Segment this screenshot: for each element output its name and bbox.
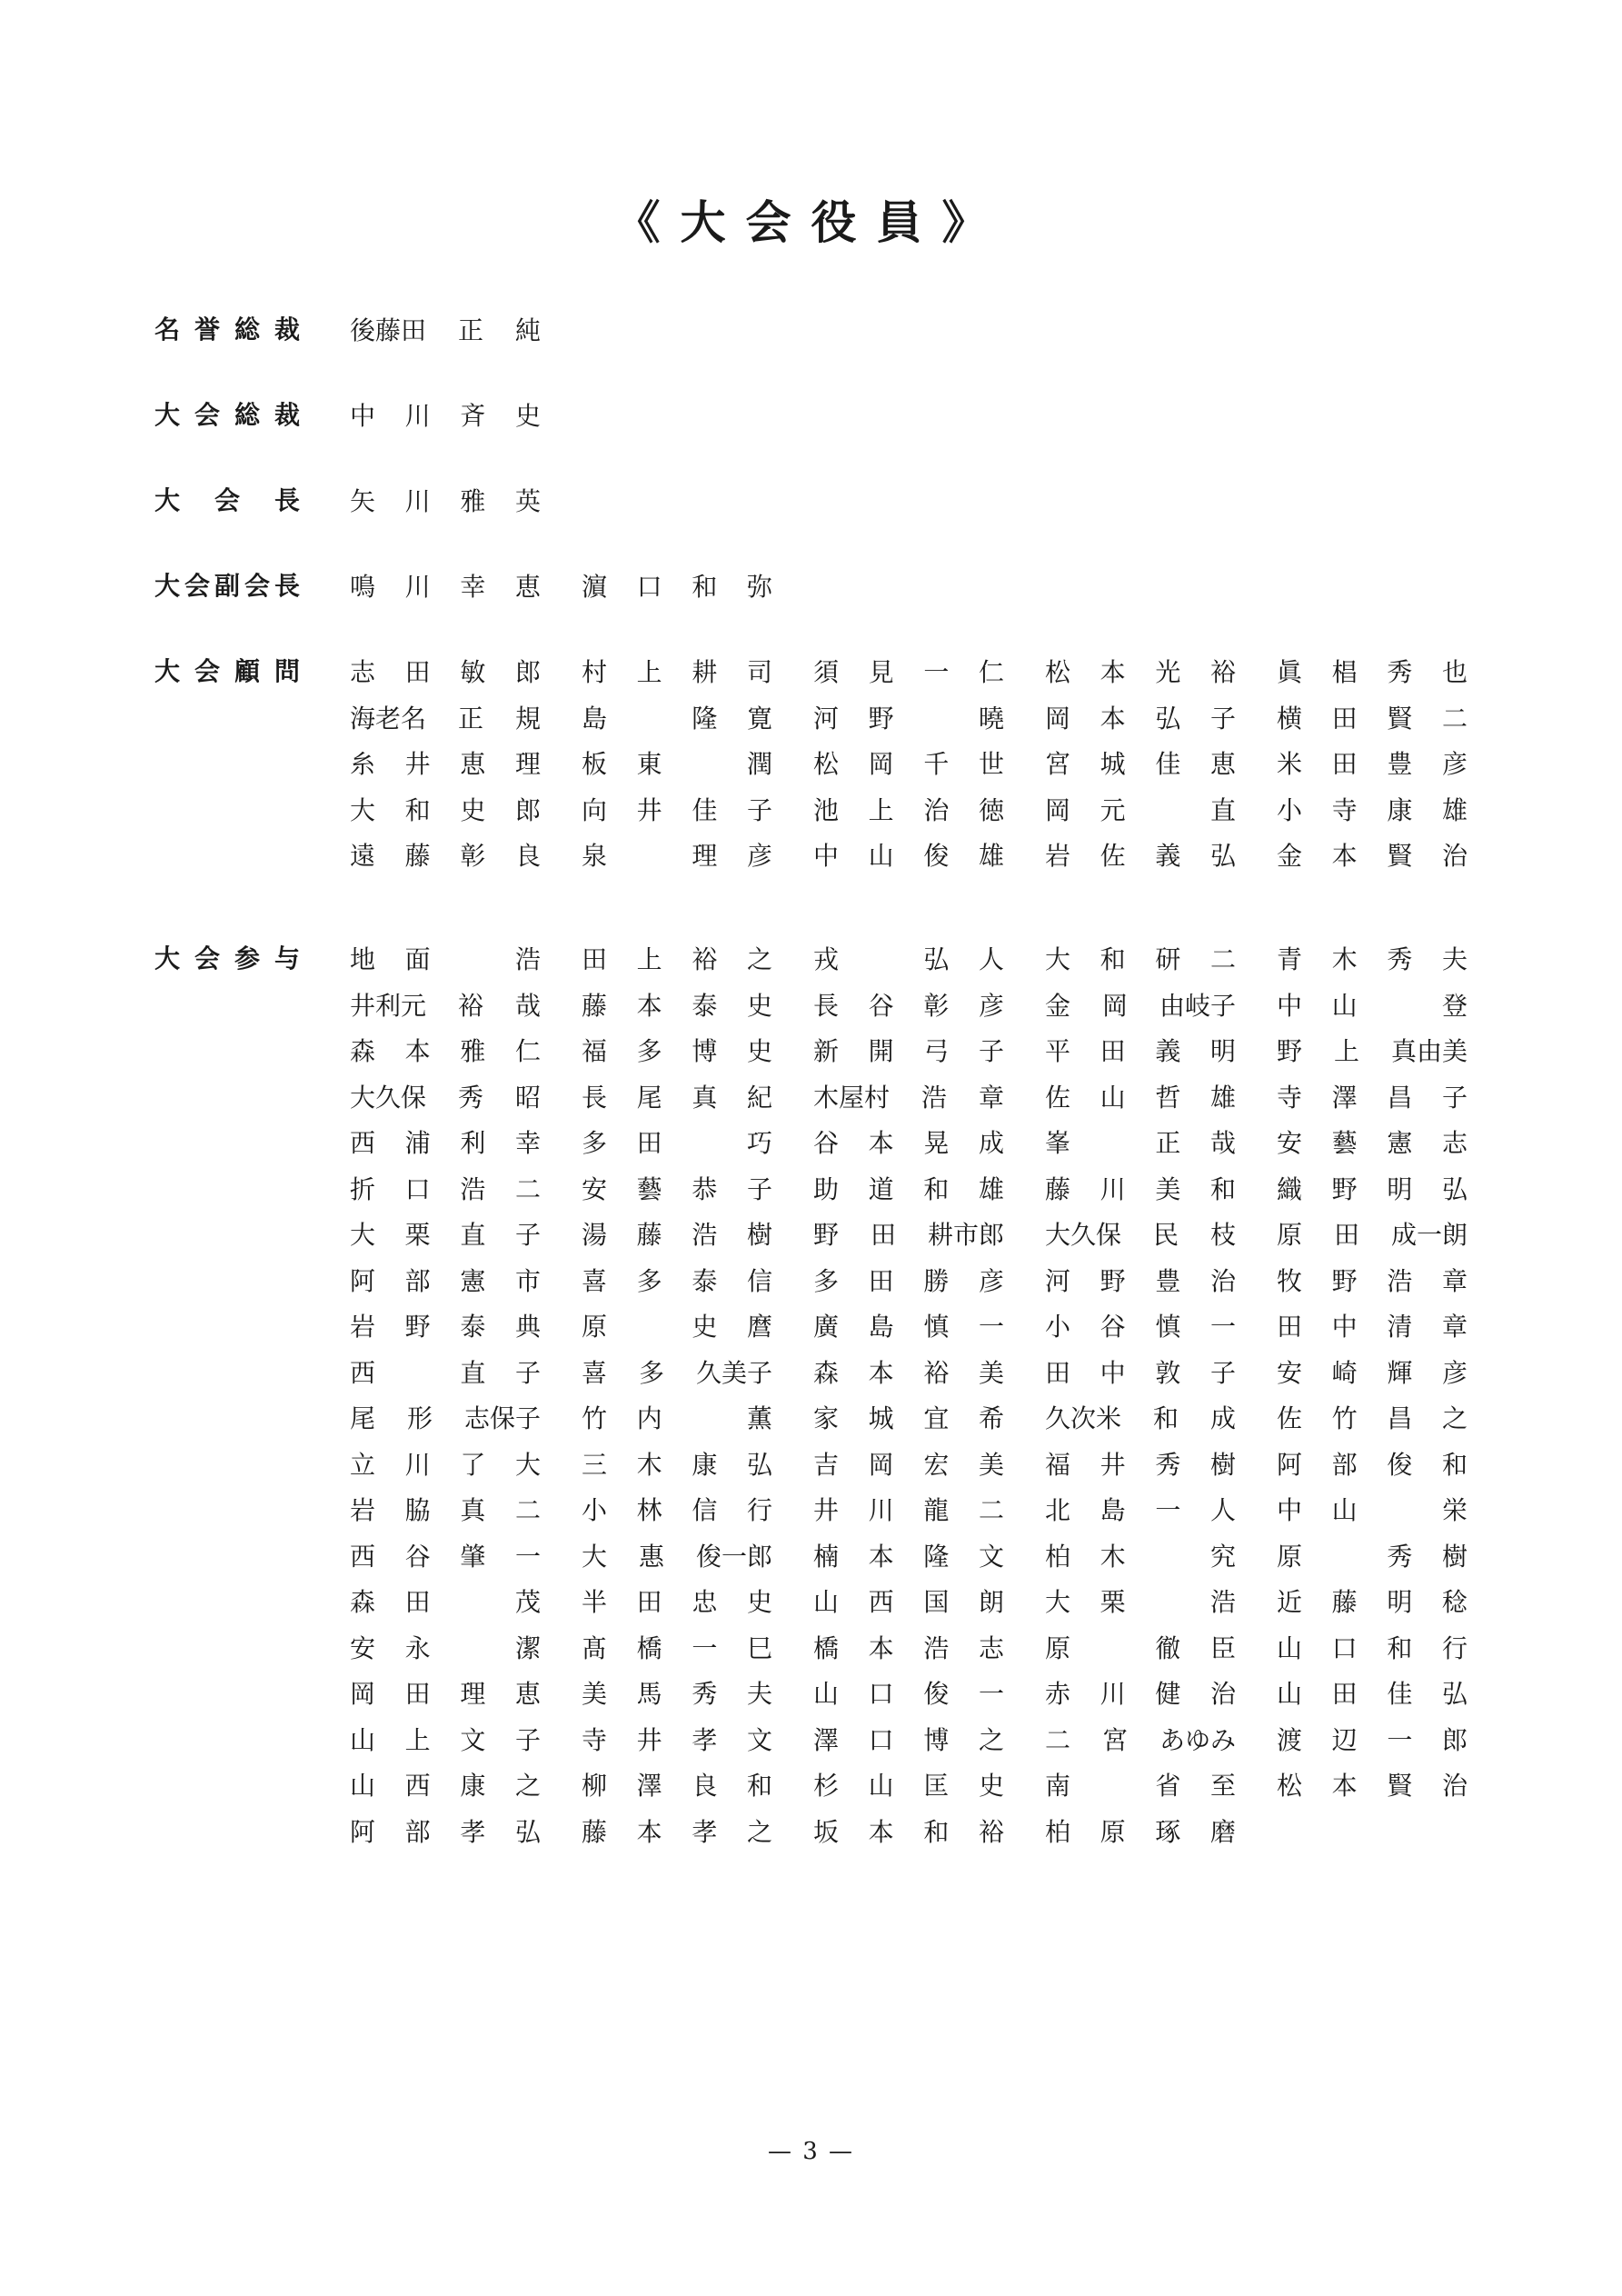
person-name: 池 上 治 徳	[813, 794, 1004, 825]
person-name: 中 山 登	[1277, 990, 1468, 1021]
person-name: 平 田 義 明	[1045, 1036, 1236, 1066]
person-name: 志 田 敏 郎	[350, 657, 541, 687]
person-name: 原 史 麿	[582, 1312, 772, 1342]
person-name: 寺 澤 昌 子	[1277, 1082, 1468, 1113]
person-name: 青 木 秀 夫	[1277, 944, 1468, 974]
person-name: 多 田 勝 彦	[813, 1265, 1004, 1296]
person-name: 阿 部 孝 弘	[350, 1816, 541, 1847]
person-name: 糸 井 恵 理	[350, 749, 541, 779]
person-name: 山 口 俊 一	[813, 1679, 1004, 1709]
person-name: 横 田 賢 二	[1277, 703, 1468, 734]
person-name: 安 藝 憲 志	[1277, 1128, 1468, 1158]
person-name: 楠 本 隆 文	[813, 1541, 1004, 1572]
person-name: 西 谷 肇 一	[350, 1541, 541, 1572]
person-name: 原 田 成一朗	[1277, 1220, 1468, 1250]
person-name: 髙 橋 一 巳	[582, 1632, 772, 1663]
person-name: 小 谷 慎 一	[1045, 1312, 1236, 1342]
person-name: 遠 藤 彰 良	[350, 841, 541, 871]
person-name: 柳 澤 良 和	[582, 1771, 772, 1801]
person-name: 三 木 康 弘	[582, 1449, 772, 1480]
person-name: 廣 島 慎 一	[813, 1312, 1004, 1342]
person-name: 中 山 俊 雄	[813, 841, 1004, 871]
section-label: 名 誉 総 裁	[154, 314, 300, 344]
person-name: 藤 本 泰 史	[582, 990, 772, 1021]
person-name: 井 川 龍 二	[813, 1495, 1004, 1525]
person-name: 小 寺 康 雄	[1277, 794, 1468, 825]
person-name: 中 川 斉 史	[350, 401, 541, 431]
person-name: 板 東 潤	[582, 749, 772, 779]
person-name: 松 本 賢 治	[1277, 1771, 1468, 1801]
person-name: 安 藝 恭 子	[582, 1173, 772, 1204]
person-name: 山 上 文 子	[350, 1724, 541, 1755]
person-name: 眞 椙 秀 也	[1277, 657, 1468, 687]
person-name: 立 川 了 大	[350, 1449, 541, 1480]
person-name: 半 田 忠 史	[582, 1587, 772, 1617]
person-name: 岡 田 理 恵	[350, 1679, 541, 1709]
person-name: 長 谷 彰 彦	[813, 990, 1004, 1021]
person-name: 山 西 国 朗	[813, 1587, 1004, 1617]
person-name: 渡 辺 一 郎	[1277, 1724, 1468, 1755]
person-name: 阿 部 俊 和	[1277, 1449, 1468, 1480]
person-name: 田 上 裕 之	[582, 944, 772, 974]
person-name: 木屋村 浩 章	[813, 1082, 1004, 1113]
person-name: 赤 川 健 治	[1045, 1679, 1236, 1709]
person-name: 近 藤 明 稔	[1277, 1587, 1468, 1617]
person-name: 井利元 裕 哉	[350, 990, 541, 1021]
person-name: 鳴 川 幸 恵	[350, 572, 541, 602]
person-name: 家 城 宜 希	[813, 1403, 1004, 1433]
person-name: 藤 川 美 和	[1045, 1173, 1236, 1204]
person-name: 後藤田 正 純	[350, 315, 541, 345]
person-name: 森 田 茂	[350, 1587, 541, 1617]
person-name: 野 田 耕市郎	[813, 1220, 1004, 1250]
person-name: 海老名 正 規	[350, 703, 541, 734]
person-name: 佐 竹 昌 之	[1277, 1403, 1468, 1433]
person-name: 牧 野 浩 章	[1277, 1265, 1468, 1296]
person-name: 柏 木 究	[1045, 1541, 1236, 1572]
person-name: 泉 理 彦	[582, 841, 772, 871]
person-name: 森 本 雅 仁	[350, 1036, 541, 1066]
page-number: — 3 —	[767, 2138, 855, 2165]
person-name: 多 田 巧	[582, 1128, 772, 1158]
person-name: 岡 本 弘 子	[1045, 703, 1236, 734]
person-name: 寺 井 孝 文	[582, 1724, 772, 1755]
person-name: 島 隆 寛	[582, 703, 772, 734]
person-name: 二 宮 あゆみ	[1045, 1724, 1236, 1755]
person-name: 山 口 和 行	[1277, 1632, 1468, 1663]
person-name: 喜 多 泰 信	[582, 1265, 772, 1296]
section-label: 大 会 総 裁	[154, 400, 300, 430]
person-name: 岩 野 泰 典	[350, 1312, 541, 1342]
person-name: 森 本 裕 美	[813, 1357, 1004, 1388]
person-name: 福 多 博 史	[582, 1036, 772, 1066]
person-name: 大 和 史 郎	[350, 794, 541, 825]
person-name: 坂 本 和 裕	[813, 1816, 1004, 1847]
person-name: 吉 岡 宏 美	[813, 1449, 1004, 1480]
person-name: 藤 本 孝 之	[582, 1816, 772, 1847]
person-name: 峯 正 哉	[1045, 1128, 1236, 1158]
person-name: 橋 本 浩 志	[813, 1632, 1004, 1663]
person-name: 大 栗 浩	[1045, 1587, 1236, 1617]
person-name: 野 上 真由美	[1277, 1036, 1468, 1066]
person-name: 原 秀 樹	[1277, 1541, 1468, 1572]
person-name: 田 中 清 章	[1277, 1312, 1468, 1342]
person-name: 岩 佐 義 弘	[1045, 841, 1236, 871]
person-name: 織 野 明 弘	[1277, 1173, 1468, 1204]
person-name: 田 中 敦 子	[1045, 1357, 1236, 1388]
person-name: 矢 川 雅 英	[350, 486, 541, 516]
person-name: 戎 弘 人	[813, 944, 1004, 974]
person-name: 美 馬 秀 夫	[582, 1679, 772, 1709]
person-name: 大 和 研 二	[1045, 944, 1236, 974]
person-name: 河 野 曉	[813, 703, 1004, 734]
person-name: 宮 城 佳 恵	[1045, 749, 1236, 779]
person-name: 長 尾 真 紀	[582, 1082, 772, 1113]
person-name: 南 省 至	[1045, 1771, 1236, 1801]
person-name: 西 浦 利 幸	[350, 1128, 541, 1158]
person-name: 松 岡 千 世	[813, 749, 1004, 779]
person-name: 安 永 潔	[350, 1632, 541, 1663]
person-name: 岩 脇 真 二	[350, 1495, 541, 1525]
person-name: 向 井 佳 子	[582, 794, 772, 825]
person-name: 福 井 秀 樹	[1045, 1449, 1236, 1480]
person-name: 尾 形 志保子	[350, 1403, 541, 1433]
person-name: 助 道 和 雄	[813, 1173, 1004, 1204]
person-name: 濵 口 和 弥	[582, 572, 772, 602]
person-name: 原 徹 臣	[1045, 1632, 1236, 1663]
person-name: 湯 藤 浩 樹	[582, 1220, 772, 1250]
section-label: 大 会 参 与	[154, 943, 300, 973]
person-name: 久次米 和 成	[1045, 1403, 1236, 1433]
person-name: 米 田 豊 彦	[1277, 749, 1468, 779]
section-label: 大 会 副 会 長	[154, 571, 300, 601]
person-name: 竹 内 薫	[582, 1403, 772, 1433]
person-name: 須 見 一 仁	[813, 657, 1004, 687]
person-name: 北 島 一 人	[1045, 1495, 1236, 1525]
person-name: 新 開 弓 子	[813, 1036, 1004, 1066]
person-name: 安 崎 輝 彦	[1277, 1357, 1468, 1388]
person-name: 金 岡 由岐子	[1045, 990, 1236, 1021]
person-name: 山 田 佳 弘	[1277, 1679, 1468, 1709]
person-name: 杉 山 匡 史	[813, 1771, 1004, 1801]
person-name: 大 惠 俊一郎	[582, 1541, 772, 1572]
page-title: 《大会役員》	[614, 196, 1008, 249]
section-label: 大 会 顧 問	[154, 656, 300, 686]
person-name: 折 口 浩 二	[350, 1173, 541, 1204]
person-name: 大 栗 直 子	[350, 1220, 541, 1250]
person-name: 松 本 光 裕	[1045, 657, 1236, 687]
person-name: 岡 元 直	[1045, 794, 1236, 825]
person-name: 河 野 豊 治	[1045, 1265, 1236, 1296]
person-name: 谷 本 晃 成	[813, 1128, 1004, 1158]
person-name: 阿 部 憲 市	[350, 1265, 541, 1296]
person-name: 喜 多 久美子	[582, 1357, 772, 1388]
person-name: 山 西 康 之	[350, 1771, 541, 1801]
person-name: 柏 原 琢 磨	[1045, 1816, 1236, 1847]
person-name: 中 山 栄	[1277, 1495, 1468, 1525]
person-name: 大久保 民 枝	[1045, 1220, 1236, 1250]
person-name: 澤 口 博 之	[813, 1724, 1004, 1755]
person-name: 村 上 耕 司	[582, 657, 772, 687]
section-label: 大 会 長	[154, 485, 300, 515]
person-name: 小 林 信 行	[582, 1495, 772, 1525]
person-name: 金 本 賢 治	[1277, 841, 1468, 871]
person-name: 地 面 浩	[350, 944, 541, 974]
person-name: 佐 山 哲 雄	[1045, 1082, 1236, 1113]
person-name: 大久保 秀 昭	[350, 1082, 541, 1113]
person-name: 西 直 子	[350, 1357, 541, 1388]
